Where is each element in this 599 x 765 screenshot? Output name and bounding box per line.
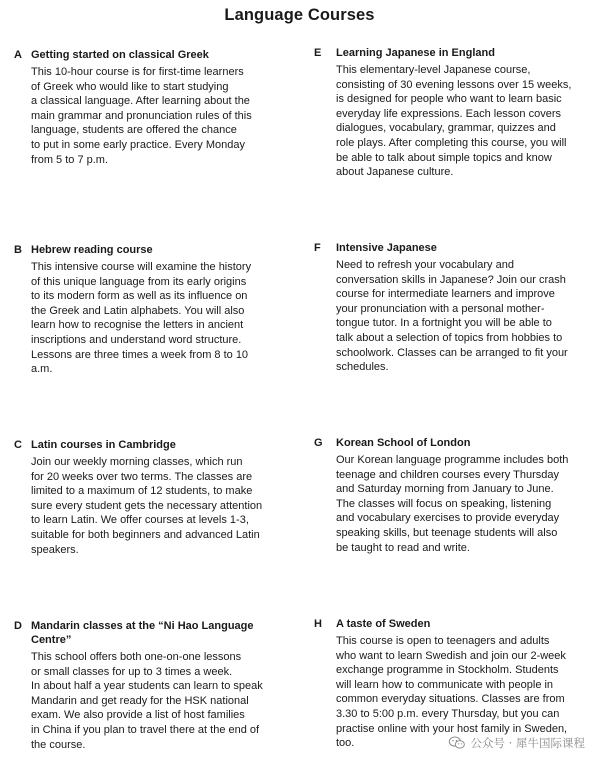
course-title: Korean School of London [336,437,471,449]
course-letter: A [14,49,22,61]
wechat-icon [448,736,466,750]
course-letter: H [314,618,322,630]
course-description: This intensive course will examine the history of this unique language from its early origins to its modern form as well as its influence on the Greek and Latin alphabets. You will also learn how to recognise the letters in ancient inscriptions and understand word structure. Lessons are three times a week from 8 to 10 a.m. [31,261,252,376]
course-heading [314,436,576,450]
course-letter: G [314,437,323,449]
course-heading [314,46,576,60]
course-c [14,438,276,557]
course-description: Join our weekly morning classes, which run for 20 weeks over two terms. The classes are limited to a maximum of 12 students, to make sure every student gets the necessary attention to learn Latin. We offer courses at levels 1-3, suitable for both beginners and advanced Latin speakers. [31,456,263,556]
course-heading [14,619,276,647]
watermark [448,735,585,751]
course-letter: F [314,242,321,254]
course-letter: E [314,47,322,59]
course-heading [314,617,576,631]
course-title: Latin courses in Cambridge [31,439,176,451]
course-heading [14,438,276,452]
course-heading [14,48,276,62]
course-heading [14,243,276,257]
course-title: A taste of Sweden [336,618,431,630]
course-f [314,241,576,375]
course-description: Our Korean language programme includes both teenage and children courses every Thursday and Saturday morning from January to June. The classes will focus on speaking, listening and vocabulary exercises to provide everyday speaking skills, but teenage students will also be taught to read and write. [336,454,569,554]
course-description: This course is open to teenagers and adults who want to learn Swedish and join our 2-week exchange programme in Stockholm. Students will learn how to communicate with people in common everyday situations. Classes are from 3.30 to 5:00 p.m. every Thursday, but you can practise online with your host family in Sweden, too. [336,635,568,750]
course-description: This 10-hour course is for first-time learners of Greek who would like to start studying a classical language. After learning about the main grammar and pronunciation rules of this language, students are offered the chance to put in some early practice. Every Monday from 5 to 7 p.m. [31,66,252,166]
course-description: This elementary-level Japanese course, consisting of 30 evening lessons over 15 weeks, is designed for people who want to learn basic everyday life expressions. Each lesson covers dialogues, vocabulary, grammar, quizzes and role plays. After completing this course, you will be able to talk about simple topics and know about Japanese culture. [336,64,572,179]
course-heading [314,241,576,255]
course-h [314,617,576,751]
course-title: Learning Japanese in England [336,47,495,59]
course-description: Need to refresh your vocabulary and conversation skills in Japanese? Join our crash course for intermediate learners and improve your pronunciation with a personal mother- tongue tutor. In a fortnight you will be able to talk about a selection of topics from hobbies to schoolwork. Classes can be arranged to fit your schedules. [336,259,568,374]
course-description: This school offers both one-on-one lessons or small classes for up to 3 times a week. In about half a year students can learn to speak Mandarin and get ready for the HSK national exam. We also provide a list of host families in China if you plan to travel there at the end of the course. [31,651,263,751]
watermark-text: 公众号 · 犀牛国际课程 [470,736,585,750]
course-title: Getting started on classical Greek [31,49,209,61]
course-title: Intensive Japanese [336,242,437,254]
course-d [14,619,276,752]
course-title: Hebrew reading course [31,244,153,256]
page-title: Language Courses [224,6,375,24]
course-a [14,48,276,167]
course-letter: C [14,439,22,451]
course-b [14,243,276,377]
course-letter: B [14,244,22,256]
course-letter: D [14,620,22,632]
course-g [314,436,576,555]
course-e [314,46,576,180]
course-title: Mandarin classes at the “Ni Hao Language Centre” [31,620,254,646]
